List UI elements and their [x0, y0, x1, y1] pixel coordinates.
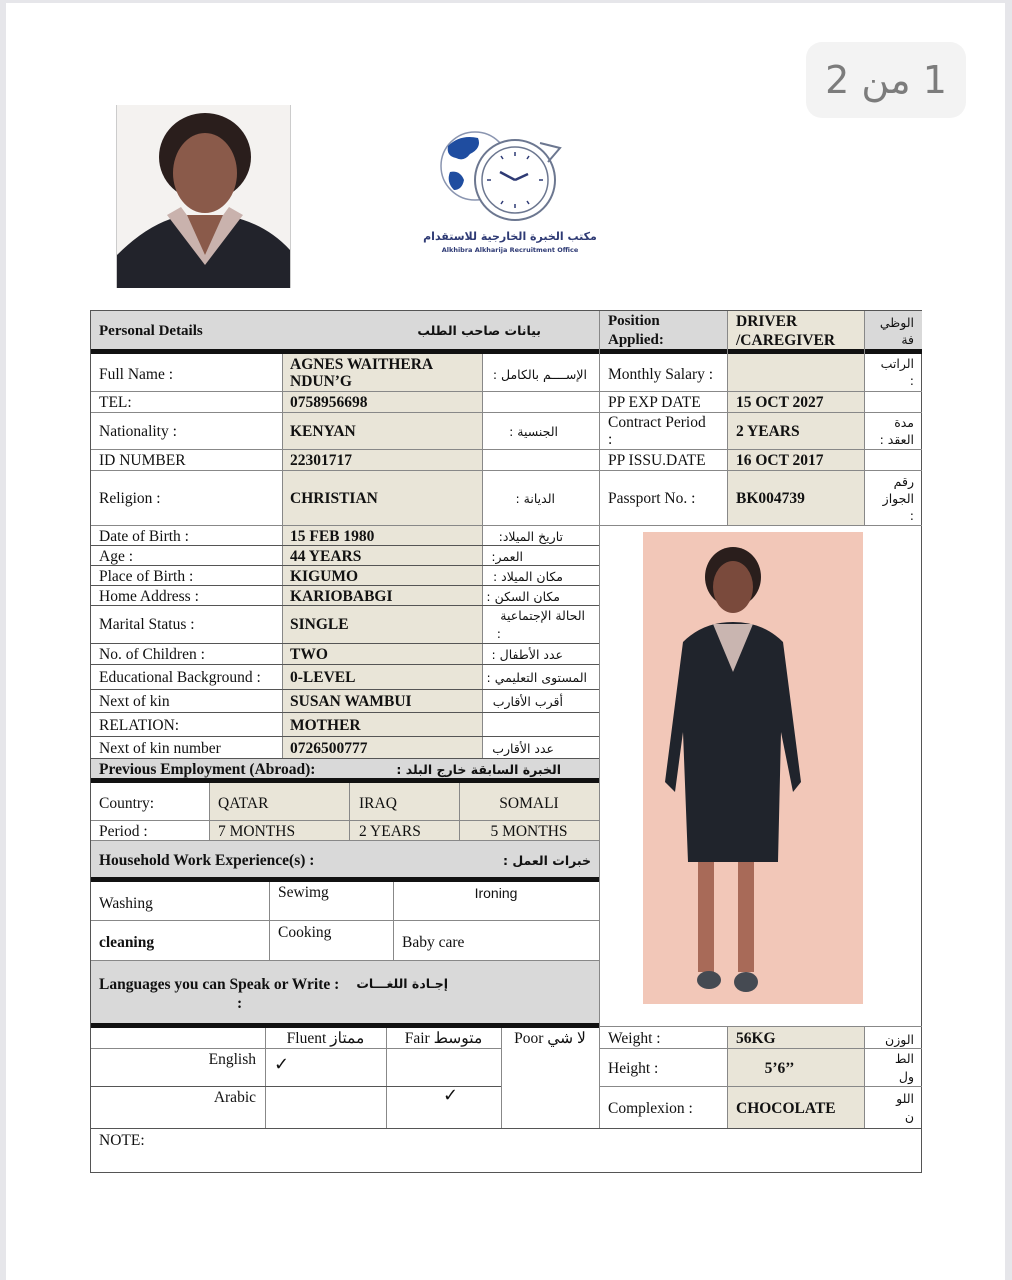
complexion-label-ar: اللو	[896, 1091, 914, 1106]
contract-period-label-colon: :	[608, 431, 613, 448]
contract-period-label-ar: مدة	[894, 415, 914, 430]
full-name-label-ar: الإســــم بالكامل :	[492, 367, 587, 382]
weight-label-ar: الوزن	[885, 1032, 914, 1047]
tel-value: 0758956698	[290, 394, 368, 411]
languages-title: Languages you can Speak or Write :	[99, 976, 340, 993]
id-number-value: 22301717	[290, 452, 352, 469]
salary-label-ar-colon: :	[909, 373, 914, 388]
nationality-value: KENYAN	[290, 423, 356, 440]
nationality-label-ar: الجنسية :	[509, 424, 558, 439]
globe-clock-icon	[420, 128, 600, 228]
next-of-kin-number-label-ar: عدد الأقارب	[492, 741, 554, 756]
place-of-birth-label: Place of Birth :	[99, 568, 194, 585]
home-address-label: Home Address :	[99, 588, 199, 605]
complexion-value: CHOCOLATE	[736, 1100, 836, 1117]
tel-label: TEL:	[99, 394, 132, 411]
education-value: 0-LEVEL	[290, 669, 356, 686]
languages-title-ar: إجـادة اللغـــات	[356, 976, 448, 991]
language-arabic: Arabic	[213, 1089, 256, 1106]
employment-country-2: IRAQ	[359, 795, 397, 812]
employment-period-3: 5 MONTHS	[490, 823, 568, 840]
dob-label-ar: تاريخ الميلاد:	[498, 529, 563, 544]
place-of-birth-label-ar: مكان الميلاد :	[492, 569, 563, 584]
id-number-label: ID NUMBER	[99, 452, 186, 469]
full-name-value-2: NDUN’G	[290, 373, 352, 390]
applicant-portrait-photo	[116, 105, 291, 288]
position-label-2: Applied:	[608, 332, 664, 348]
country-label: Country:	[99, 795, 155, 812]
skill-ironing: Ironing	[474, 885, 518, 901]
full-name-label: Full Name :	[99, 366, 174, 383]
position-label-ar-2: فة	[901, 332, 914, 347]
religion-label-ar: الديانة :	[515, 491, 555, 506]
skill-washing: Washing	[99, 895, 153, 912]
household-title-ar: خبرات العمل :	[502, 853, 591, 868]
age-label: Age :	[99, 548, 134, 565]
level-fluent: Fluent ممتاز	[286, 1030, 365, 1047]
age-label-ar: العمر:	[491, 549, 523, 564]
nationality-label: Nationality :	[99, 423, 177, 440]
previous-employment-title-ar: الخبرة السابقة خارج البلد :	[396, 762, 561, 777]
marital-status-value: SINGLE	[290, 616, 349, 633]
height-label: Height :	[608, 1060, 659, 1077]
applicant-full-body-photo	[643, 532, 863, 1004]
passport-no-label-ar: رقم	[893, 474, 914, 489]
next-of-kin-number-value: 0726500777	[290, 740, 368, 757]
age-value: 44 YEARS	[290, 548, 362, 565]
next-of-kin-value: SUSAN WAMBUI	[290, 693, 412, 710]
weight-label: Weight :	[608, 1030, 661, 1047]
dob-label: Date of Birth :	[99, 528, 189, 545]
home-address-value: KARIOBABGI	[290, 588, 393, 605]
marital-status-label-ar: الحالة الإجتماعية	[500, 608, 585, 623]
skill-cooking: Cooking	[278, 924, 332, 941]
skill-cleaning: cleaning	[99, 934, 155, 951]
children-label-ar: عدد الأطفال :	[491, 647, 563, 662]
personal-details-title: Personal Details	[99, 323, 203, 339]
previous-employment-title: Previous Employment (Abroad):	[99, 761, 316, 778]
employment-country-3: SOMALI	[499, 795, 559, 812]
logo-name-arabic: مكتب الخبرة الخارجية للاستقدام	[423, 230, 597, 243]
complexion-label-ar-2: ن	[904, 1109, 914, 1124]
level-poor: Poor لا شي	[514, 1030, 586, 1047]
skill-sewing: Sewimg	[278, 884, 329, 901]
employment-period-1: 7 MONTHS	[218, 823, 296, 840]
education-label-ar: المستوى التعليمي :	[486, 670, 587, 685]
children-value: TWO	[290, 646, 328, 663]
company-logo	[420, 128, 600, 263]
note-label: NOTE:	[99, 1132, 145, 1149]
household-title: Household Work Experience(s) :	[99, 852, 315, 869]
marital-status-label-ar-colon: :	[496, 626, 501, 641]
logo-name-english: Alkhibra Alkharija Recruitment Office	[441, 246, 579, 254]
position-label-ar-1: الوظي	[879, 315, 914, 330]
passport-no-label: Passport No. :	[608, 490, 696, 507]
relation-value: MOTHER	[290, 717, 361, 734]
period-label: Period :	[99, 823, 148, 840]
personal-details-title-ar: بيانات صاحب الطلب	[417, 323, 541, 338]
religion-label: Religion :	[99, 490, 161, 507]
position-label-1: Position	[608, 313, 660, 329]
skill-baby-care: Baby care	[402, 934, 465, 951]
marital-status-label: Marital Status :	[99, 616, 195, 633]
weight-value: 56KG	[736, 1030, 776, 1047]
contract-period-label: Contract Period	[608, 414, 706, 431]
height-label-ar: الط	[894, 1051, 914, 1066]
contract-period-label-ar-2: العقد :	[879, 432, 914, 447]
pp-issue-value: 16 OCT 2017	[736, 452, 824, 469]
salary-label-ar: الراتب	[880, 356, 914, 371]
next-of-kin-label: Next of kin	[99, 693, 170, 710]
dob-value: 15 FEB 1980	[290, 528, 375, 545]
pp-issue-label: PP ISSU.DATE	[608, 452, 706, 469]
employment-period-2: 2 YEARS	[359, 823, 421, 840]
complexion-label: Complexion :	[608, 1100, 693, 1117]
height-value: 5’6’’	[764, 1060, 795, 1077]
arabic-fair-check-icon: ✓	[443, 1085, 459, 1106]
values-column-bg	[282, 354, 482, 778]
salary-label: Monthly Salary :	[608, 366, 714, 383]
position-value-2: /CAREGIVER	[736, 332, 836, 349]
pp-exp-label: PP EXP DATE	[608, 394, 701, 411]
next-of-kin-label-ar: أقرب الأقارب	[492, 694, 563, 709]
passport-no-label-ar-2: الجواز	[882, 491, 914, 506]
english-fluent-check-icon: ✓	[274, 1054, 290, 1075]
level-fair: Fair متوسط	[404, 1030, 483, 1047]
children-label: No. of Children :	[99, 646, 205, 663]
religion-value: CHRISTIAN	[290, 490, 378, 507]
passport-no-label-ar-3: :	[909, 508, 914, 523]
contract-period-value: 2 YEARS	[736, 423, 800, 440]
next-of-kin-number-label: Next of kin number	[99, 740, 221, 757]
languages-title-colon: :	[237, 995, 243, 1012]
relation-label: RELATION:	[99, 717, 180, 734]
passport-no-value: BK004739	[736, 490, 805, 507]
page-indicator: 1 من 2	[806, 42, 966, 118]
employment-country-1: QATAR	[218, 795, 269, 812]
home-address-label-ar: مكان السكن :	[486, 589, 560, 604]
full-name-value-1: AGNES WAITHERA	[290, 356, 434, 373]
position-value-1: DRIVER	[736, 313, 798, 330]
pp-exp-value: 15 OCT 2027	[736, 394, 824, 411]
language-english: English	[208, 1051, 256, 1068]
height-label-ar-2: ول	[898, 1069, 914, 1084]
place-of-birth-value: KIGUMO	[290, 568, 359, 585]
education-label: Educational Background :	[99, 669, 261, 686]
